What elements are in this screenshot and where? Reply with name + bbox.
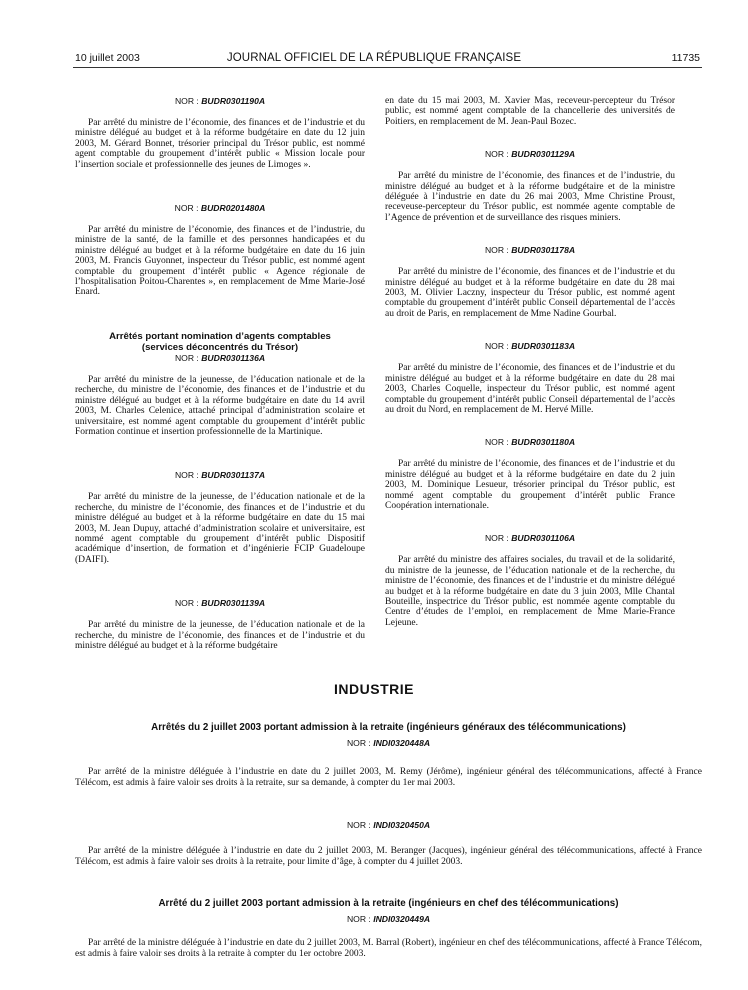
arrete-text: Par arrêté du ministre de la jeunesse, de l’éducation nationale et de la recherche, du ministre de l’économie, des finances et de l’industrie et du ministre délégué au budget et à la réforme budgétaire <box>75 620 365 651</box>
nor-reference <box>75 820 702 830</box>
industrie-section-1 <box>75 722 702 748</box>
right-column <box>385 96 675 628</box>
nor-reference <box>75 914 702 924</box>
nor-reference <box>385 437 675 447</box>
nor-prefix: NOR : <box>174 203 199 214</box>
nor-code: BUDR0201480A <box>200 203 266 214</box>
nor-code: INDI0320449A <box>373 914 431 924</box>
arrete-text: Par arrêté du ministre de l’économie, des finances et de l’industrie et du ministre délégué au budget et à la réforme budgétaire en date du 28 mai 2003, Charles Coquelle, inspecteur du Trésor public, est nommé agent comptable du groupement d’intérêt public Conseil départemental de l’accès au droit du Nord, en remplacement de M. Hervé Mille. <box>385 363 675 415</box>
nor-prefix: NOR : <box>484 245 509 256</box>
section-title: Arrêtés portant nomination d’agents comptables <box>109 330 331 342</box>
nor-code: BUDR0301178A <box>511 245 576 256</box>
nor-code: INDI0320448A <box>373 738 431 748</box>
nor-prefix: NOR : <box>484 437 509 448</box>
journal-title: JOURNAL OFFICIEL DE LA RÉPUBLIQUE FRANÇAISE <box>226 52 522 64</box>
arrete-entry <box>385 341 675 415</box>
nor-prefix: NOR : <box>174 470 199 481</box>
nor-code: BUDR0301129A <box>511 149 576 160</box>
arrete-text: Par arrêté du ministre de la jeunesse, de l’éducation nationale et de la recherche, du ministre de l’économie, des finances et de l’industrie et du ministre délégué au budget et à la réforme budgétaire en date du 15 mai 2003, M. Jean Dupuy, attaché d’administration scolaire et universitaire, est nommé agent comptable du groupement d’intérêt public Dispositif académique d’insertion, de formation et d’ingénierie FCIP Guadeloupe (DAIFI). <box>75 492 365 565</box>
nor-reference <box>385 533 675 543</box>
nor-prefix: NOR : <box>174 352 199 363</box>
nor-code: BUDR0301190A <box>201 96 266 106</box>
arrete-text: Par arrêté de la ministre déléguée à l’industrie en date du 2 juillet 2003, M. Barral (Robert), ingénieur en chef des télécommunications, affecté à France Télécom, est admis à faire valoir ses droits à la retraite à compter du 1er octobre 2003. <box>75 938 702 959</box>
arrete-continuation <box>385 96 675 127</box>
nor-prefix: NOR : <box>346 738 371 748</box>
page-number: 11735 <box>671 52 700 64</box>
nor-reference <box>75 353 365 363</box>
section-subtitle: (services déconcentrés du Trésor) <box>141 341 299 353</box>
arrete-text: Par arrêté du ministre de l’économie, des finances et de l’industrie, du ministre de la santé, de la famille et des personnes handicapées et du ministre délégué au budget et à la réforme budgétaire en date du 16 juin 2003, M. Francis Guyonnet, inspecteur du Trésor public, est nommé agent comptable du groupement d’intérêt public « Agence régionale de l’hospitalisation Poitou-Charentes », en remplacement de Mme Marie-José Enard. <box>75 225 365 298</box>
nor-prefix: NOR : <box>484 149 509 160</box>
nor-prefix: NOR : <box>174 598 199 609</box>
arrete-text: en date du 15 mai 2003, M. Xavier Mas, receveur-percepteur du Trésor public, est nommé agent comptable de la chancellerie des universités de Poitiers, en remplacement de M. Jean-Paul Bozec. <box>385 96 675 127</box>
nor-code: BUDR0301180A <box>511 437 576 448</box>
arrete-entry <box>75 938 702 959</box>
arrete-text: Par arrêté du ministre de l’économie, des finances et de l’industrie, du ministre délégué au budget et à la réforme budgétaire et de la ministre déléguée à l’industrie en date du 26 mai 2003, Mme Christine Proust, receveuse-percepteur du Trésor public, est nommée agente comptable de l’Agence de prévention et de surveillance des risques miniers. <box>385 171 675 223</box>
nor-reference <box>385 245 675 255</box>
nor-prefix: NOR : <box>174 96 199 106</box>
nor-reference <box>75 96 365 106</box>
nor-reference <box>75 203 365 213</box>
header-date: 10 juillet 2003 <box>75 52 140 64</box>
left-column <box>75 96 365 651</box>
arrete-text: Par arrêté du ministre de l’économie, des finances et de l’industrie et du ministre délégué au budget et à la réforme budgétaire en date du 12 juin 2003, M. Gérard Bonnet, trésorier principal du Trésor public, est nommé agent comptable du groupement d’intérêt public « Mission locale pour l’insertion sociale et professionnelle des jeunes de Limoges ». <box>75 118 365 170</box>
arrete-text: Par arrêté du ministre de l’économie, des finances et de l’industrie et du ministre délégué au budget et à la réforme budgétaire en date du 2 juin 2003, M. Dominique Lesueur, trésorier principal du Trésor public, est nommé agent comptable du groupement d’intérêt public France Coopération internationale. <box>385 459 675 511</box>
arrete-entry <box>75 820 702 830</box>
arrete-entry <box>385 533 675 628</box>
arrete-text: Par arrêté du ministre de la jeunesse, de l’éducation nationale et de la recherche, du ministre de l’économie, des finances et de l’industrie et du ministre délégué au budget et à la réforme budgétaire en date du 14 avril 2003, M. Charles Celenice, attaché principal d’administration scolaire et universitaire, est nommé agent comptable du groupement d’intérêt public Formation continue et insertion professionnelle de la Martinique. <box>75 374 365 437</box>
arrete-entry <box>75 598 365 651</box>
nor-prefix: NOR : <box>484 341 509 352</box>
nor-code: BUDR0301139A <box>201 598 266 609</box>
nor-prefix: NOR : <box>346 914 371 924</box>
nor-reference <box>385 149 675 159</box>
nor-reference <box>75 738 702 748</box>
nor-code: INDI0320450A <box>373 820 431 830</box>
arrete-entry <box>75 203 365 298</box>
header-rule <box>73 67 702 68</box>
nor-code: BUDR0301183A <box>511 341 576 352</box>
nor-reference <box>75 598 365 608</box>
arrete-entry <box>385 437 675 511</box>
section-title: Arrêté du 2 juillet 2003 portant admission à la retraite (ingénieurs en chef des télécommunications) <box>158 898 619 909</box>
arrete-entry <box>75 846 702 867</box>
arrete-entry <box>75 767 702 788</box>
arrete-text: Par arrêté du ministre des affaires sociales, du travail et de la solidarité, du ministre de la jeunesse, de l’éducation nationale et de la recherche, du ministre de l’économie, des finances et de l’industrie et du ministre délégué au budget et à la réforme budgétaire en date du 3 juin 2003, Mlle Chantal Bouteille, inspectrice du Trésor public, est nommée agente comptable du Centre d’études de l’emploi, en remplacement de Mme Marie-France Lejeune. <box>385 555 675 628</box>
industrie-section-2 <box>75 898 702 924</box>
section-title: Arrêtés du 2 juillet 2003 portant admission à la retraite (ingénieurs généraux des télécommunications) <box>151 722 626 733</box>
arrete-text: Par arrêté de la ministre déléguée à l’industrie en date du 2 juillet 2003, M. Remy (Jérôme), ingénieur général des télécommunications, affecté à France Télécom, est admis à faire valoir ses droits à la retraite, sur sa demande, à compter du 1er mai 2003. <box>75 767 702 788</box>
arrete-entry <box>75 331 365 437</box>
nor-code: BUDR0301137A <box>201 470 266 481</box>
nor-reference <box>385 341 675 351</box>
nor-reference <box>75 470 365 480</box>
nor-code: BUDR0301136A <box>201 352 266 363</box>
arrete-entry <box>75 470 365 565</box>
arrete-text: Par arrêté de la ministre déléguée à l’industrie en date du 2 juillet 2003, M. Beranger (Jacques), ingénieur général des télécommunications, affecté à France Télécom, est admis à faire valoir ses droits à la retraite, pour limite d’âge, à compter du 4 juillet 2003. <box>75 846 702 867</box>
arrete-text: Par arrêté du ministre de l’économie, des finances et de l’industrie et du ministre délégué au budget et à la réforme budgétaire en date du 28 mai 2003, M. Olivier Laczny, inspecteur du Trésor public, est nommé agent comptable du groupement d’intérêt public Conseil départemental de l’accès au droit de Paris, en remplacement de Mme Nadine Gourbal. <box>385 267 675 319</box>
nor-code: BUDR0301106A <box>511 533 576 544</box>
ministry-heading: INDUSTRIE <box>334 681 414 697</box>
nor-prefix: NOR : <box>484 533 509 544</box>
arrete-entry <box>75 96 365 170</box>
arrete-entry <box>385 245 675 319</box>
nor-prefix: NOR : <box>346 820 371 830</box>
arrete-entry <box>385 149 675 223</box>
